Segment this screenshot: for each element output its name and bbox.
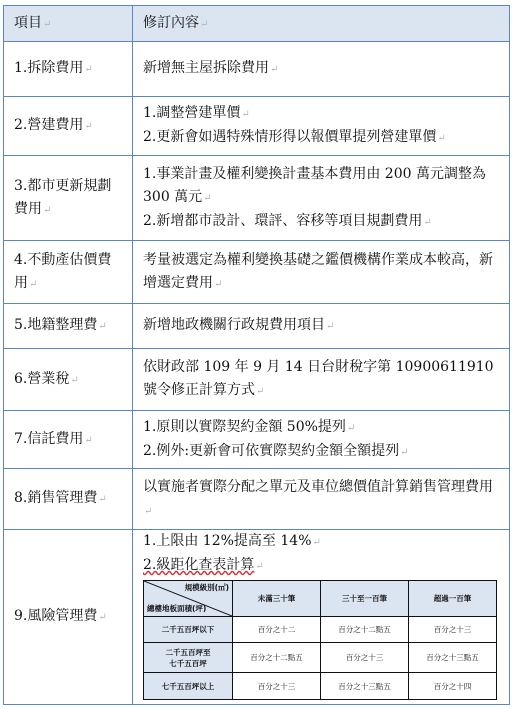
content-cell: 1.原則以實際契約金額 50%提列↵ 2.例外:更新會可依實際契約金額全額提列↵ xyxy=(133,411,510,469)
content-line: 以實施者實際分配之單元及車位總價值計算銷售管理費用 xyxy=(143,478,493,495)
table-row xyxy=(4,304,510,349)
risk-value-cell: 百分之十三點五 xyxy=(409,643,497,673)
content-line: 1.調整營建單價 xyxy=(143,105,241,121)
risk-value-cell: 百分之十三 xyxy=(409,617,497,643)
risk-row xyxy=(144,673,497,700)
risk-row-label: 二千五百坪以下 xyxy=(144,617,233,643)
table-row xyxy=(4,411,510,469)
table-row xyxy=(4,469,510,530)
risk-value-cell: 百分之十三點五 xyxy=(321,673,409,700)
risk-header-row xyxy=(144,581,497,617)
corner-bottom-label: 總樓地板面積(坪) xyxy=(147,604,207,613)
item-cell: 7.信託費用↵ xyxy=(4,411,133,469)
item-cell: 8.銷售管理費↵ xyxy=(4,469,133,530)
content-header-cell: 修訂內容↵ xyxy=(133,6,510,42)
item-label: 1.拆除費用 xyxy=(14,60,84,76)
risk-value-cell: 百分之十三 xyxy=(321,643,409,673)
risk-row xyxy=(144,617,497,643)
risk-row-label: 七千五百坪以上 xyxy=(144,673,233,700)
item-header: 項目 xyxy=(14,14,42,31)
corner-top-label: 規模級別(㎡) xyxy=(184,583,229,592)
risk-row-label: 二千五百坪至七千五百坪 xyxy=(144,643,233,673)
item-cell: 3.都市更新規劃費用↵ xyxy=(4,156,133,241)
table-row xyxy=(4,530,510,705)
content-cell: 依財政部 109 年 9 月 14 日台財稅字第 10900611910 號令修正計算方式↵ xyxy=(133,349,510,411)
item-label: 3.都市更新規劃費用 xyxy=(14,177,112,217)
content-cell: 1.上限由 12%提高至 14%↵ 2.級距化查表計算↵ 規模級別(㎡) 總樓地板面積(坪) 未滿三十筆 三十至一百筆 超過一百筆 二千五百坪以下 百分之十二 百分之十二點五 百分之十三 二千五百坪至七千五百坪 百分之十二點五 百分之十三 百分之十三點五 七千五百坪以上 百分之十三 百分之十三點五 百分之十四 xyxy=(133,530,510,705)
content-line: 2.更新會如遇特殊情形得以報價單提列營建單價 xyxy=(143,129,437,145)
item-label: 6.營業稅 xyxy=(14,370,70,387)
table-row xyxy=(4,349,510,411)
table-row xyxy=(4,42,510,97)
table-header-row xyxy=(4,6,510,42)
item-cell: 9.風險管理費↵ xyxy=(4,530,133,705)
risk-column-header: 超過一百筆 xyxy=(409,581,497,617)
content-line: 2.例外:更新會可依實際契約金額全額提列 xyxy=(143,442,400,459)
table-row xyxy=(4,97,510,156)
content-line: 1.事業計畫及權利變換計畫基本費用由 200 萬元調整為 300 萬元 xyxy=(143,165,486,205)
item-label: 5.地籍整理費 xyxy=(14,317,98,333)
content-line: 1.原則以實際契約金額 50%提列 xyxy=(143,418,346,435)
content-line: 新增無主屋拆除費用 xyxy=(143,60,269,76)
risk-value-cell: 百分之十二點五 xyxy=(321,617,409,643)
content-cell: 1.事業計畫及權利變換計畫基本費用由 200 萬元調整為 300 萬元↵ 2.新增都市設計、環評、容移等項目規劃費用↵ xyxy=(133,156,510,241)
risk-value-cell: 百分之十四 xyxy=(409,673,497,700)
risk-column-header: 未滿三十筆 xyxy=(233,581,321,617)
item-header-cell: 項目↵ xyxy=(4,6,133,42)
item-label: 7.信託費用 xyxy=(14,430,84,447)
item-label: 2.營建費用 xyxy=(14,117,84,133)
content-cell: 以實施者實際分配之單元及車位總價值計算銷售管理費用↵ xyxy=(133,469,510,530)
risk-row xyxy=(144,643,497,673)
risk-value-cell: 百分之十二 xyxy=(233,617,321,643)
content-line: 依財政部 109 年 9 月 14 日台財稅字第 10900611910 號令修正計算方式 xyxy=(143,359,494,398)
content-line: 2.新增都市設計、環評、容移等項目規劃費用 xyxy=(143,212,423,229)
risk-value-cell: 百分之十三 xyxy=(233,673,321,700)
content-line: 1.上限由 12%提高至 14% xyxy=(143,533,312,549)
item-cell: 6.營業稅↵ xyxy=(4,349,133,411)
item-label: 4.不動產估價費用 xyxy=(14,251,112,291)
risk-column-header: 三十至一百筆 xyxy=(321,581,409,617)
revision-table xyxy=(3,5,510,705)
content-cell: 新增無主屋拆除費用↵ xyxy=(133,42,510,97)
content-line: 考量被選定為權利變換基礎之鑑價機構作業成本較高，新增選定費用 xyxy=(143,251,493,291)
item-label: 9.風險管理費 xyxy=(14,608,98,624)
item-cell: 5.地籍整理費↵ xyxy=(4,304,133,349)
item-label: 8.銷售管理費 xyxy=(14,490,98,506)
content-line: 2.級距化查表計算 xyxy=(143,557,255,573)
table-row xyxy=(4,241,510,304)
risk-value-cell: 百分之十二點五 xyxy=(233,643,321,673)
risk-fee-table xyxy=(143,580,497,700)
risk-corner-cell xyxy=(144,581,233,617)
item-cell: 1.拆除費用↵ xyxy=(4,42,133,97)
item-cell: 2.營建費用↵ xyxy=(4,97,133,156)
table-row xyxy=(4,156,510,241)
content-cell: 新增地政機關行政規費用項目↵ xyxy=(133,304,510,349)
item-cell: 4.不動產估價費用↵ xyxy=(4,241,133,304)
content-cell: 1.調整營建單價↵ 2.更新會如遇特殊情形得以報價單提列營建單價↵ xyxy=(133,97,510,156)
content-header: 修訂內容 xyxy=(143,14,199,31)
content-cell: 考量被選定為權利變換基礎之鑑價機構作業成本較高，新增選定費用↵ xyxy=(133,241,510,304)
content-line: 新增地政機關行政規費用項目 xyxy=(143,317,325,333)
